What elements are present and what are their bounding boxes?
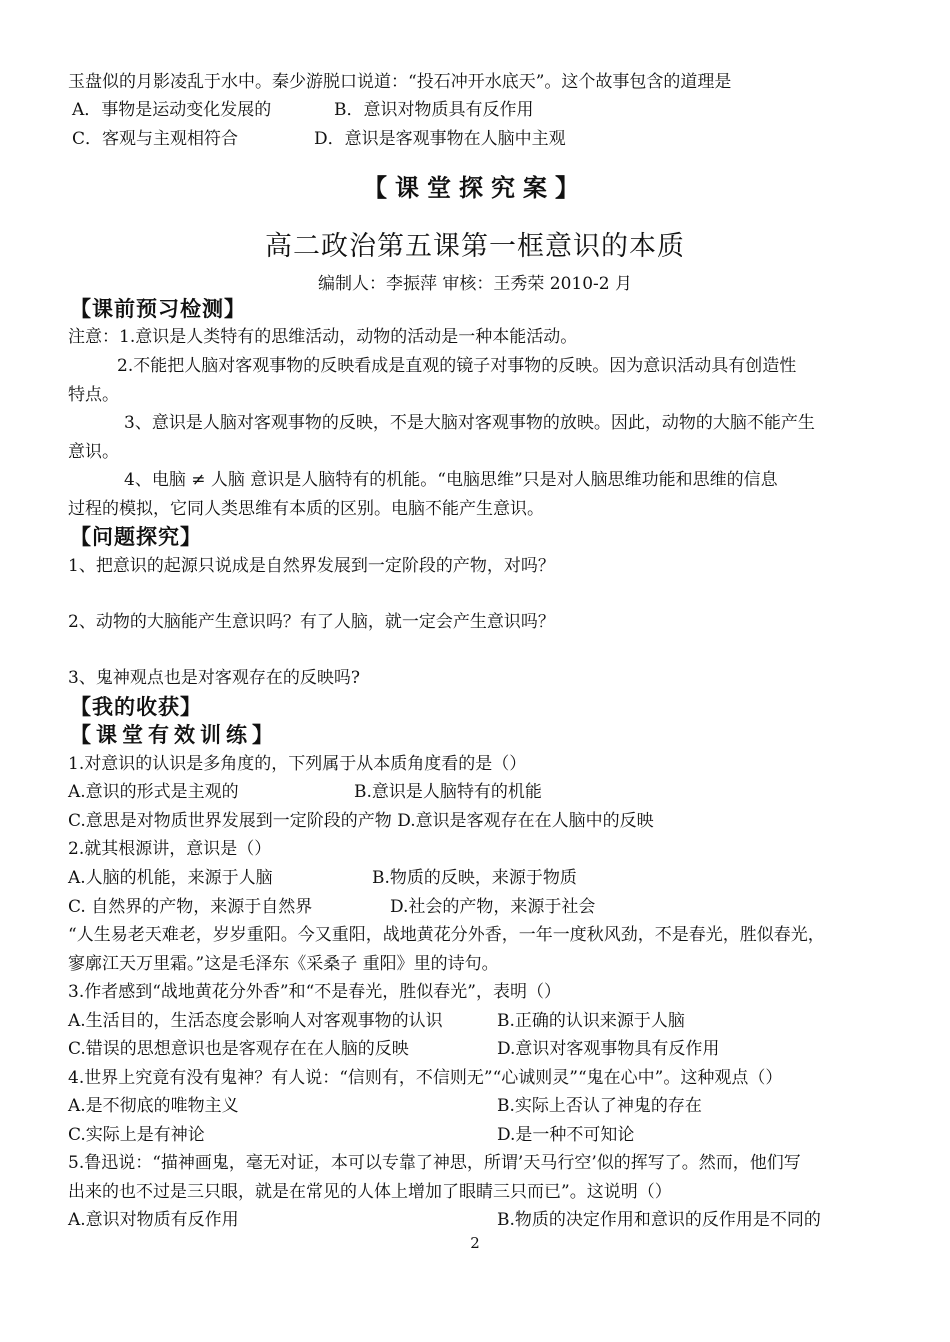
training-question-4: 4.世界上究竟有没有鬼神？有人说：“信则有，不信则无”“心诚则灵”“鬼在心中”。这种观点（）: [68, 1068, 783, 1088]
q2-option-d: D.社会的产物，来源于社会: [390, 897, 596, 917]
preview-note-4-cont: 过程的模拟，它同人类思维有本质的区别。电脑不能产生意识。: [68, 499, 544, 519]
q4-option-c: C.实际上是有神论: [68, 1125, 205, 1145]
training-question-5: 5.鲁迅说：“描神画鬼，毫无对证，本可以专靠了神思，所谓’天马行空’似的挥写了。然而，他们写: [68, 1153, 801, 1173]
preview-heading: 【课前预习检测】: [70, 297, 246, 321]
preview-note-2-cont: 特点。: [68, 385, 119, 405]
training-question-2: 2.就其根源讲，意识是（）: [68, 839, 272, 859]
training-heading: 【课堂有效训练】: [70, 723, 278, 747]
q4-option-d: D.是一种不可知论: [497, 1125, 635, 1145]
page-number: 2: [470, 1234, 480, 1252]
section-title: 【课堂探究案】: [363, 174, 587, 202]
preview-note-1: 注意：1.意识是人类特有的思维活动，动物的活动是一种本能活动。: [68, 327, 578, 347]
q2-option-a: A.人脑的机能，来源于人脑: [68, 868, 273, 888]
q2-option-b: B.物质的反映，来源于物质: [372, 868, 577, 888]
q4-option-b: B.实际上否认了神鬼的存在: [497, 1096, 702, 1116]
q3-option-d: D.意识对客观事物具有反作用: [497, 1039, 720, 1059]
option-c: C．客观与主观相符合: [72, 129, 239, 149]
q3-option-c: C.错误的思想意识也是客观存在在人脑的反映: [68, 1039, 409, 1059]
q2-option-c: C. 自然界的产物，来源于自然界: [68, 897, 313, 917]
inquiry-question-3: 3、鬼神观点也是对客观存在的反映吗?: [68, 668, 360, 688]
training-question-1: 1.对意识的认识是多角度的，下列属于从本质角度看的是（）: [68, 754, 527, 774]
poem-line-1: “人生易老天难老，岁岁重阳。今又重阳，战地黄花分外香，一年一度秋风劲，不是春光，胜似春光，: [68, 925, 825, 945]
training-question-3: 3.作者感到“战地黄花分外香”和“不是春光，胜似春光”，表明（）: [68, 982, 561, 1002]
option-b: B．意识对物质具有反作用: [334, 100, 534, 120]
q3-option-a: A.生活目的，生活态度会影响人对客观事物的认识: [68, 1011, 443, 1031]
preview-note-4: 4、电脑 ≠ 人脑 意识是人脑特有的机能。“电脑思维”只是对人脑思维功能和思维的信息: [124, 470, 778, 490]
preview-note-2: 2.不能把人脑对客观事物的反映看成是直观的镜子对事物的反映。因为意识活动具有创造性: [117, 356, 797, 376]
preview-note-3-cont: 意识。: [68, 442, 119, 462]
story-line: 玉盘似的月影凌乱于水中。秦少游脱口说道：“投石冲开水底天”。这个故事包含的道理是: [68, 72, 732, 92]
q5-option-a: A.意识对物质有反作用: [68, 1210, 239, 1230]
lesson-title: 高二政治第五课第一框意识的本质: [265, 231, 685, 262]
preview-note-3: 3、意识是人脑对客观事物的反映，不是大脑对客观事物的放映。因此，动物的大脑不能产生: [124, 413, 815, 433]
q4-option-a: A.是不彻底的唯物主义: [68, 1096, 239, 1116]
harvest-heading: 【我的收获】: [70, 695, 202, 719]
q1-options-cd: C.意思是对物质世界发展到一定阶段的产物 D.意识是客观存在在人脑中的反映: [68, 811, 654, 831]
q1-option-b: B.意识是人脑特有的机能: [354, 782, 542, 802]
option-a: A．事物是运动变化发展的: [72, 100, 272, 120]
training-question-5-cont: 出来的也不过是三只眼，就是在常见的人体上增加了眼睛三只而已”。这说明（）: [68, 1182, 672, 1202]
q3-option-b: B.正确的认识来源于人脑: [497, 1011, 685, 1031]
poem-line-2: 寥廓江天万里霜。”这是毛泽东《采桑子 重阳》里的诗句。: [68, 954, 499, 974]
q5-option-b: B.物质的决定作用和意识的反作用是不同的: [497, 1210, 821, 1230]
inquiry-question-2: 2、动物的大脑能产生意识吗？有了人脑，就一定会产生意识吗？: [68, 612, 555, 632]
inquiry-question-1: 1、把意识的起源只说成是自然界发展到一定阶段的产物，对吗？: [68, 556, 555, 576]
inquiry-heading: 【问题探究】: [70, 525, 202, 549]
author-credit: 编制人：李振萍 审核：王秀荣 2010-2 月: [317, 274, 633, 294]
q1-option-a: A.意识的形式是主观的: [68, 782, 239, 802]
option-d: D．意识是客观事物在人脑中主观: [314, 129, 566, 149]
